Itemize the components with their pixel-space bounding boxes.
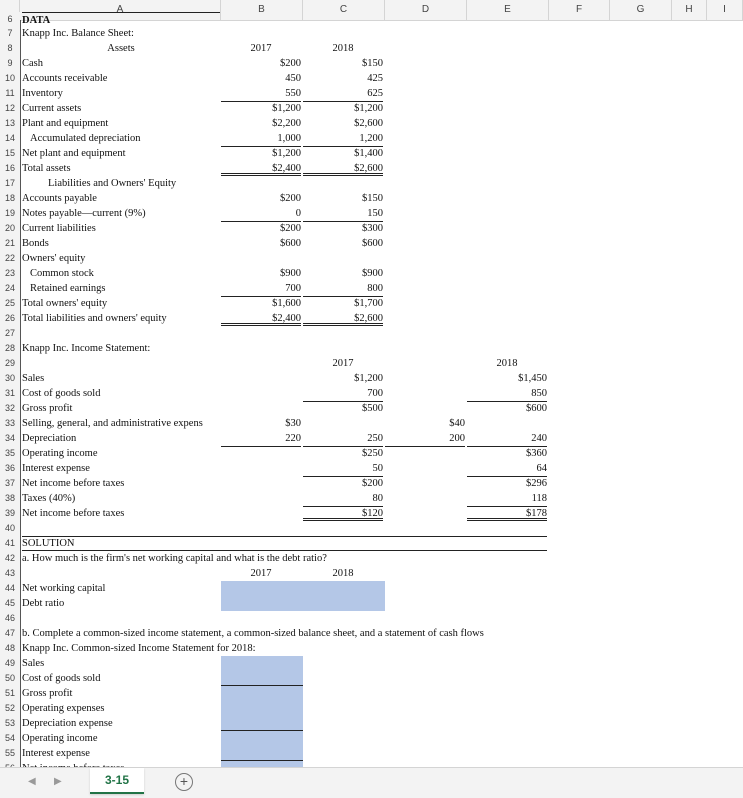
table-row	[0, 326, 743, 341]
cell-a28[interactable]: Knapp Inc. Income Statement:	[22, 343, 151, 354]
input-b55[interactable]	[221, 746, 303, 761]
row-number[interactable]: 50	[0, 671, 20, 686]
cell-a36[interactable]: Interest expense	[22, 463, 90, 474]
row-number[interactable]: 21	[0, 236, 20, 251]
table-row	[0, 236, 743, 251]
cell-a38[interactable]: Taxes (40%)	[22, 493, 76, 504]
table-row	[0, 26, 743, 41]
row-number[interactable]: 54	[0, 731, 20, 746]
table-row	[0, 191, 743, 206]
cell-e30[interactable]: $1,450	[518, 373, 547, 384]
table-row	[0, 491, 743, 506]
sheet-tab-bar	[0, 767, 743, 798]
add-sheet-icon[interactable]: +	[175, 773, 193, 791]
cell-c34[interactable]: 250	[303, 431, 383, 447]
table-row	[0, 611, 743, 626]
table-row	[0, 656, 743, 671]
row-number[interactable]: 41	[0, 536, 20, 551]
row-number[interactable]: 19	[0, 206, 20, 221]
cell-c43[interactable]: 2018	[332, 568, 354, 579]
row-number[interactable]: 53	[0, 716, 20, 731]
cell-a33[interactable]: Selling, general, and administrative expens	[22, 418, 203, 429]
cell-a39[interactable]: Net income before taxes	[22, 508, 125, 519]
cell-c21[interactable]: $600	[362, 238, 383, 249]
table-row	[0, 116, 743, 131]
input-c45[interactable]	[303, 596, 385, 611]
table-row	[0, 12, 743, 27]
cell-a7[interactable]: Knapp Inc. Balance Sheet:	[22, 28, 134, 39]
row-number[interactable]: 13	[0, 116, 20, 131]
table-row	[0, 206, 743, 221]
table-row	[0, 401, 743, 416]
cell-a13[interactable]: Plant and equipment	[22, 118, 109, 129]
table-row	[0, 506, 743, 521]
cell-a44[interactable]: Net working capital	[22, 583, 106, 594]
table-row	[0, 461, 743, 476]
cell-c25[interactable]: $1,700	[354, 298, 383, 309]
cell-a16[interactable]: Total assets	[22, 163, 71, 174]
input-c44[interactable]	[303, 581, 385, 596]
cell-b20[interactable]: $200	[280, 223, 301, 234]
scroll-left-icon[interactable]: ◀	[28, 776, 36, 787]
input-b53[interactable]	[221, 716, 303, 731]
cell-b23[interactable]: $900	[280, 268, 301, 279]
cell-b8[interactable]: 2017	[250, 43, 272, 54]
cell-a42[interactable]: a. How much is the firm's net working capital and what is the debt ratio?	[22, 553, 327, 564]
input-b44[interactable]	[221, 581, 303, 596]
row-number[interactable]: 25	[0, 296, 20, 311]
cell-a55[interactable]: Interest expense	[22, 748, 90, 759]
cell-c35[interactable]: $250	[362, 448, 383, 459]
row-number[interactable]: 43	[0, 566, 20, 581]
table-row	[0, 371, 743, 386]
cell-a11[interactable]: Inventory	[22, 88, 63, 99]
table-row	[0, 581, 743, 596]
table-row	[0, 746, 743, 761]
table-row	[0, 701, 743, 716]
cell-a41[interactable]: SOLUTION	[22, 536, 547, 551]
column-header-g[interactable]: G	[610, 0, 672, 20]
table-row	[0, 641, 743, 656]
table-row	[0, 686, 743, 701]
table-row	[0, 86, 743, 101]
cell-c14[interactable]: 1,200	[303, 131, 383, 147]
row-number[interactable]: 8	[0, 41, 20, 56]
column-header-e[interactable]: E	[467, 0, 549, 20]
table-row	[0, 356, 743, 371]
cell-c20[interactable]: $300	[362, 223, 383, 234]
table-row	[0, 41, 743, 56]
cell-b12[interactable]: $1,200	[272, 103, 301, 114]
input-b52[interactable]	[221, 701, 303, 716]
table-row	[0, 446, 743, 461]
cell-c29[interactable]: 2017	[332, 358, 354, 369]
row-number[interactable]: 44	[0, 581, 20, 596]
row-number[interactable]: 36	[0, 461, 20, 476]
row-number[interactable]: 24	[0, 281, 20, 296]
cell-a52[interactable]: Operating expenses	[22, 703, 105, 714]
column-header-d[interactable]: D	[385, 0, 467, 20]
cell-b34[interactable]: 220	[221, 431, 301, 447]
column-header-h[interactable]: H	[672, 0, 707, 20]
cell-a50[interactable]: Cost of goods sold	[22, 673, 101, 684]
cell-a54[interactable]: Operating income	[22, 733, 98, 744]
cell-a48[interactable]: Knapp Inc. Common-sized Income Statement for 2018:	[22, 643, 256, 654]
cell-b13[interactable]: $2,200	[272, 118, 301, 129]
cell-e34[interactable]: 240	[467, 431, 547, 447]
row-number[interactable]: 9	[0, 56, 20, 71]
cell-c11[interactable]: 625	[303, 86, 383, 102]
cell-c10[interactable]: 425	[367, 73, 383, 84]
table-row	[0, 566, 743, 581]
table-row	[0, 146, 743, 161]
cell-a19[interactable]: Notes payable—current (9%)	[22, 208, 146, 219]
cell-e29[interactable]: 2018	[496, 358, 518, 369]
cell-c23[interactable]: $900	[362, 268, 383, 279]
table-row	[0, 431, 743, 446]
cell-e35[interactable]: $360	[526, 448, 547, 459]
row-number[interactable]: 48	[0, 641, 20, 656]
table-row	[0, 596, 743, 611]
cell-c13[interactable]: $2,600	[354, 118, 383, 129]
row-number[interactable]: 29	[0, 356, 20, 371]
row-number[interactable]: 12	[0, 101, 20, 116]
table-row	[0, 521, 743, 536]
row-number[interactable]: 33	[0, 416, 20, 431]
table-row	[0, 131, 743, 146]
cell-c8[interactable]: 2018	[332, 43, 354, 54]
cell-c37[interactable]: $200	[362, 478, 383, 489]
cell-e38[interactable]: 118	[467, 491, 547, 507]
row-number[interactable]: 28	[0, 341, 20, 356]
cell-e39[interactable]: $178	[467, 506, 547, 521]
cell-b14[interactable]: 1,000	[221, 131, 301, 147]
cell-a47[interactable]: b. Complete a common-sized income statement, a common-sized balance sheet, and a statement of cash flows	[22, 628, 484, 639]
row-number[interactable]: 32	[0, 401, 20, 416]
table-row	[0, 341, 743, 356]
cell-a10[interactable]: Accounts receivable	[22, 73, 108, 84]
table-row	[0, 626, 743, 641]
row-number[interactable]: 35	[0, 446, 20, 461]
scroll-right-icon[interactable]: ▶	[54, 776, 62, 787]
cell-c30[interactable]: $1,200	[354, 373, 383, 384]
cell-a14[interactable]: Accumulated depreciation	[30, 133, 141, 144]
input-b51[interactable]	[221, 686, 303, 701]
row-number[interactable]: 18	[0, 191, 20, 206]
table-row	[0, 296, 743, 311]
table-row	[0, 311, 743, 326]
cell-c39[interactable]: $120	[303, 506, 383, 521]
row-number[interactable]: 49	[0, 656, 20, 671]
cell-a37[interactable]: Net income before taxes	[22, 478, 125, 489]
row-number[interactable]: 40	[0, 521, 20, 536]
table-row	[0, 716, 743, 731]
table-row	[0, 176, 743, 191]
cell-c18[interactable]: $150	[362, 193, 383, 204]
table-row	[0, 416, 743, 431]
row-number[interactable]: 23	[0, 266, 20, 281]
cell-c24[interactable]: 800	[303, 281, 383, 297]
cell-c31[interactable]: 700	[303, 386, 383, 402]
cell-a21[interactable]: Bonds	[22, 238, 49, 249]
cell-b10[interactable]: 450	[285, 73, 301, 84]
row-number[interactable]: 17	[0, 176, 20, 191]
row-number[interactable]: 37	[0, 476, 20, 491]
cell-a25[interactable]: Total owners' equity	[22, 298, 108, 309]
cell-a30[interactable]: Sales	[22, 373, 45, 384]
cell-a8[interactable]: Assets	[107, 43, 135, 54]
cell-e36[interactable]: 64	[467, 461, 547, 477]
cell-a32[interactable]: Gross profit	[22, 403, 73, 414]
table-row	[0, 266, 743, 281]
column-header-f[interactable]: F	[549, 0, 610, 20]
table-row	[0, 221, 743, 236]
table-row	[0, 551, 743, 566]
cell-c12[interactable]: $1,200	[354, 103, 383, 114]
table-row	[0, 101, 743, 116]
table-row	[0, 476, 743, 491]
row-number[interactable]: 10	[0, 71, 20, 86]
row-number[interactable]: 26	[0, 311, 20, 326]
cell-a18[interactable]: Accounts payable	[22, 193, 97, 204]
row-number[interactable]: 47	[0, 626, 20, 641]
cell-a12[interactable]: Current assets	[22, 103, 82, 114]
cell-b18[interactable]: $200	[280, 193, 301, 204]
column-header-a[interactable]: A	[20, 0, 221, 20]
table-row	[0, 56, 743, 71]
row-number[interactable]: 38	[0, 491, 20, 506]
cell-a6[interactable]: DATA	[22, 12, 220, 28]
row-number[interactable]: 16	[0, 161, 20, 176]
table-row	[0, 281, 743, 296]
spreadsheet-grid	[0, 14, 743, 767]
cell-b43[interactable]: 2017	[250, 568, 272, 579]
row-number[interactable]: 22	[0, 251, 20, 266]
cell-a22[interactable]: Owners' equity	[22, 253, 86, 264]
cell-c26[interactable]: $2,600	[303, 311, 383, 326]
input-b54[interactable]	[221, 731, 303, 746]
row-number[interactable]: 31	[0, 386, 20, 401]
cell-e32[interactable]: $600	[526, 403, 547, 414]
cell-c15[interactable]: $1,400	[354, 148, 383, 159]
table-row	[0, 671, 743, 686]
row-number[interactable]: 39	[0, 506, 20, 521]
row-number[interactable]: 45	[0, 596, 20, 611]
cell-c16[interactable]: $2,600	[303, 161, 383, 176]
cell-a15[interactable]: Net plant and equipment	[22, 148, 126, 159]
cell-a49[interactable]: Sales	[22, 658, 45, 669]
cell-b21[interactable]: $600	[280, 238, 301, 249]
row-number[interactable]: 14	[0, 131, 20, 146]
cell-e37[interactable]: $296	[526, 478, 547, 489]
column-header-b[interactable]: B	[221, 0, 303, 20]
cell-c9[interactable]: $150	[362, 58, 383, 69]
cell-b11[interactable]: 550	[221, 86, 301, 102]
column-header-c[interactable]: C	[303, 0, 385, 20]
cell-a51[interactable]: Gross profit	[22, 688, 73, 699]
row-number[interactable]: 52	[0, 701, 20, 716]
cell-a23[interactable]: Common stock	[30, 268, 94, 279]
cell-b15[interactable]: $1,200	[272, 148, 301, 159]
cell-b25[interactable]: $1,600	[272, 298, 301, 309]
cell-b26[interactable]: $2,400	[221, 311, 301, 326]
cell-d33[interactable]: $40	[449, 418, 465, 429]
cell-b33[interactable]: $30	[285, 418, 301, 429]
row-number[interactable]: 6	[0, 12, 20, 27]
cell-a34[interactable]: Depreciation	[22, 433, 77, 444]
cell-b24[interactable]: 700	[221, 281, 301, 297]
cell-a31[interactable]: Cost of goods sold	[22, 388, 101, 399]
row-number[interactable]: 30	[0, 371, 20, 386]
row-number[interactable]: 27	[0, 326, 20, 341]
cell-c32[interactable]: $500	[362, 403, 383, 414]
row-number[interactable]: 20	[0, 221, 20, 236]
cell-b9[interactable]: $200	[280, 58, 301, 69]
cell-c38[interactable]: 80	[303, 491, 383, 507]
cell-b19[interactable]: 0	[221, 206, 301, 222]
cell-c19[interactable]: 150	[303, 206, 383, 222]
cell-a24[interactable]: Retained earnings	[30, 283, 106, 294]
row-number[interactable]: 34	[0, 431, 20, 446]
cell-a20[interactable]: Current liabilities	[22, 223, 96, 234]
table-row	[0, 251, 743, 266]
input-b45[interactable]	[221, 596, 303, 611]
cell-a45[interactable]: Debt ratio	[22, 598, 65, 609]
input-b50[interactable]	[221, 671, 303, 686]
sheet-tab-3-15[interactable]: 3-15	[90, 768, 144, 794]
cell-e31[interactable]: 850	[467, 386, 547, 402]
table-row	[0, 536, 743, 551]
row-number[interactable]: 15	[0, 146, 20, 161]
cell-a9[interactable]: Cash	[22, 58, 43, 69]
cell-c36[interactable]: 50	[303, 461, 383, 477]
row-number[interactable]: 55	[0, 746, 20, 761]
column-header-i[interactable]: I	[707, 0, 743, 20]
row-number[interactable]: 51	[0, 686, 20, 701]
table-row	[0, 386, 743, 401]
input-b49[interactable]	[221, 656, 303, 671]
row-number[interactable]: 46	[0, 611, 20, 626]
cell-a26[interactable]: Total liabilities and owners' equity	[22, 313, 167, 324]
table-row	[0, 71, 743, 86]
row-number[interactable]: 42	[0, 551, 20, 566]
cell-d34[interactable]: 200	[385, 431, 465, 447]
table-row	[0, 161, 743, 176]
cell-a35[interactable]: Operating income	[22, 448, 98, 459]
row-number[interactable]: 7	[0, 26, 20, 41]
cell-b16[interactable]: $2,400	[221, 161, 301, 176]
cell-a53[interactable]: Depreciation expense	[22, 718, 113, 729]
cell-a17[interactable]: Liabilities and Owners' Equity	[48, 178, 177, 189]
table-row	[0, 731, 743, 746]
row-number[interactable]: 11	[0, 86, 20, 101]
